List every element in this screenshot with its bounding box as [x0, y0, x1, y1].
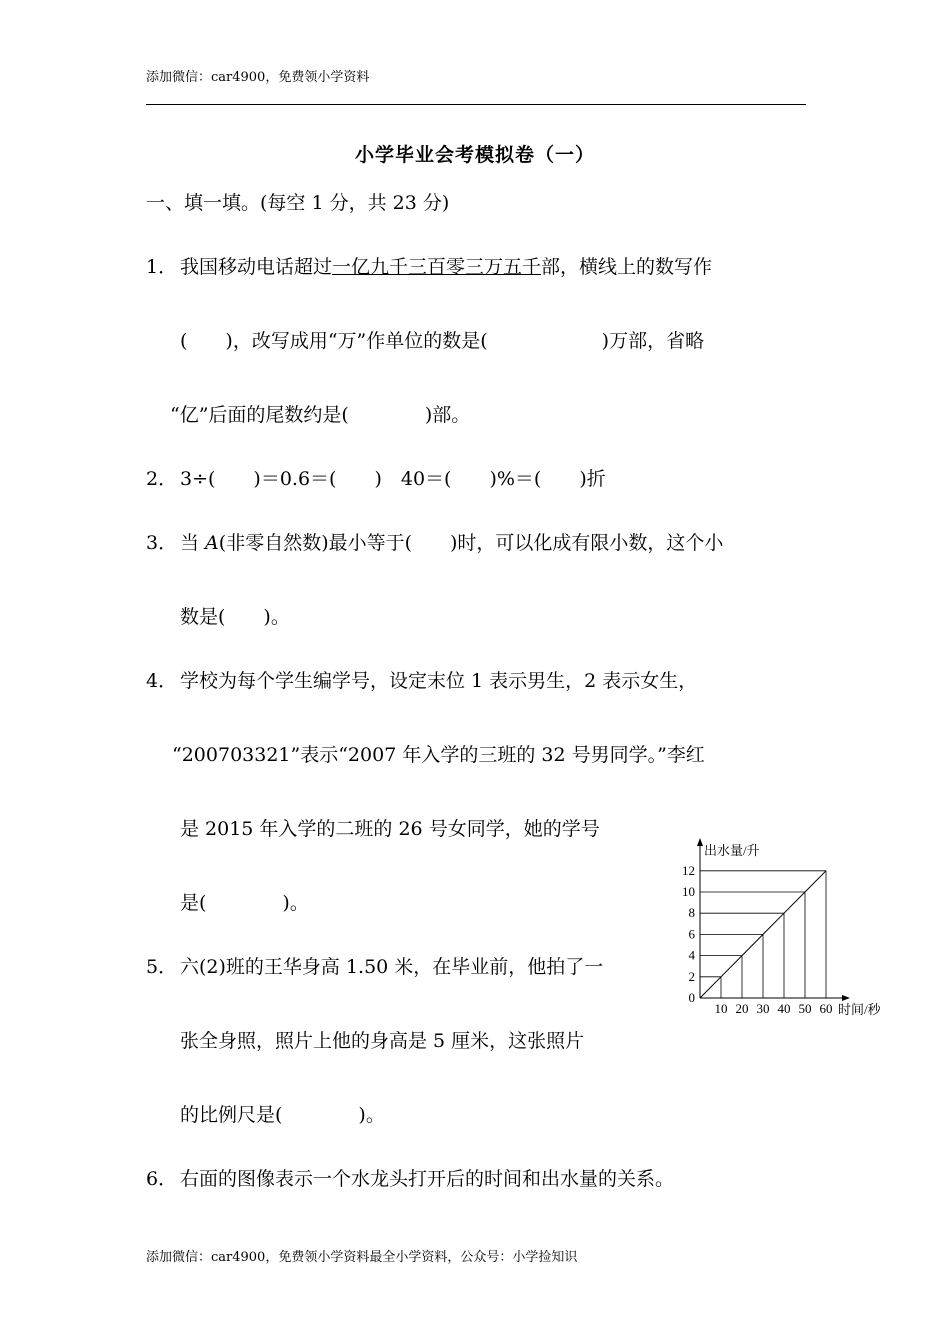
- question-number: 4．: [146, 670, 178, 692]
- q5-line-2: 张全身照，照片上他的身高是 5 厘米，这张照片: [180, 1030, 585, 1052]
- question-6: [146, 1164, 674, 1191]
- x-tick-label: 30: [756, 1001, 770, 1016]
- q5-line-1: 六(2)班的王华身高 1.50 米，在毕业前，他拍了一: [180, 956, 604, 978]
- q3-text-pre: 当: [180, 532, 206, 554]
- page-footer: 添加微信：car4900，免费领小学资料最全小学资料，公众号：小学捡知识: [146, 1250, 578, 1265]
- q1-text-pre: 我国移动电话超过: [180, 256, 333, 278]
- question-2: [146, 464, 606, 491]
- q3-line-2: 数是( )。: [180, 606, 290, 628]
- x-axis-label: 时间/秒: [838, 1002, 881, 1017]
- page-title: 小学毕业会考模拟卷（一）: [354, 144, 595, 166]
- y-tick-label: 0: [688, 990, 695, 1005]
- question-4: [146, 666, 697, 693]
- x-tick-label: 10: [714, 1001, 728, 1016]
- x-tick-label: 20: [735, 1001, 749, 1016]
- question-1: [146, 252, 712, 279]
- x-tick-label: 50: [798, 1001, 812, 1016]
- question-3: [146, 528, 723, 555]
- y-axis-label: 出水量/升: [704, 843, 760, 858]
- question-5: [146, 952, 603, 979]
- q3-variable: A: [205, 532, 219, 554]
- question-number: 6．: [146, 1168, 178, 1190]
- q6-text: 右面的图像表示一个水龙头打开后的时间和出水量的关系。: [180, 1168, 675, 1190]
- question-number: 5．: [146, 956, 178, 978]
- question-number: 3．: [146, 532, 178, 554]
- water-flow-chart: [670, 834, 900, 1024]
- q1-line-3: “亿”后面的尾数约是( )部。: [170, 404, 471, 426]
- q1-text-post: 部，横线上的数写作: [541, 256, 713, 278]
- question-number: 1．: [146, 256, 178, 278]
- y-tick-label: 12: [682, 862, 695, 878]
- x-axis-arrow-icon: [842, 995, 850, 1001]
- y-tick-label: 10: [682, 884, 695, 899]
- q1-underlined-number: 一亿九千三百零三万五千: [332, 256, 542, 278]
- section-heading: 一、填一填。(每空 1 分，共 23 分): [146, 192, 450, 214]
- x-tick-label: 60: [819, 1001, 833, 1016]
- q4-line-1: 学校为每个学生编学号，设定末位 1 表示男生，2 表示女生，: [180, 670, 698, 692]
- x-tick-label: 40: [777, 1001, 791, 1016]
- y-tick-label: 8: [688, 905, 695, 921]
- q5-line-3: 的比例尺是( )。: [180, 1104, 385, 1126]
- q1-line-2: ( )，改写成用“万”作单位的数是( )万部，省略: [180, 330, 705, 352]
- q4-line-2: “200703321”表示“2007 年入学的三班的 32 号男同学。”李红: [172, 744, 705, 766]
- q4-line-3: 是 2015 年入学的二班的 26 号女同学，她的学号: [180, 818, 600, 840]
- q3-text-post: (非零自然数)最小等于( )时，可以化成有限小数，这个小: [218, 532, 724, 554]
- question-number: 2．: [146, 468, 178, 490]
- y-tick-label: 6: [688, 926, 695, 942]
- y-tick-label: 2: [688, 968, 695, 984]
- y-tick-label: 4: [688, 947, 695, 963]
- page-header: 添加微信：car4900，免费领小学资料: [146, 70, 370, 85]
- q4-line-4: 是( )。: [180, 892, 309, 914]
- q2-text: 3÷( )＝0.6＝( ) 40＝( )%＝( )折: [180, 468, 606, 490]
- header-divider: [146, 104, 806, 105]
- y-axis-arrow-icon: [697, 838, 703, 846]
